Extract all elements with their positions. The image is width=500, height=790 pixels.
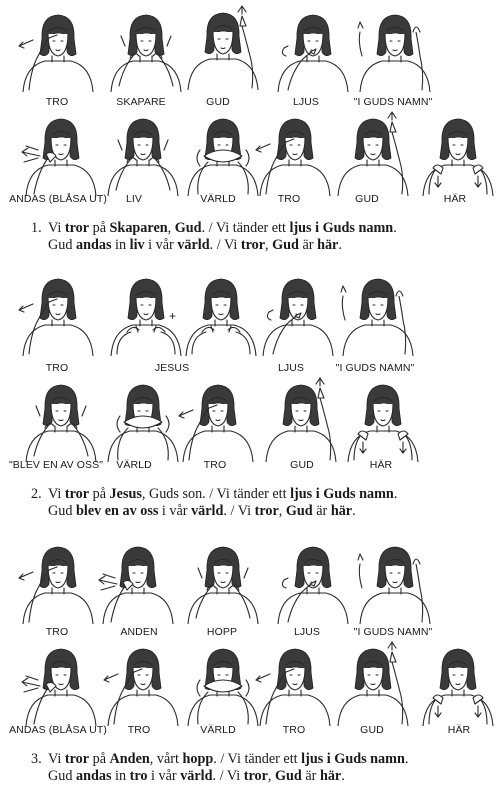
sign-caption: VÄRLD [116,459,152,471]
verse-bold-word: andas [75,237,112,253]
figure-drawing [18,376,104,462]
sign-har-figure [340,376,426,462]
sign-andas-figure [18,110,104,196]
figure-drawing [340,376,426,462]
verse-number: 2. [31,486,42,502]
figure-drawing [103,6,189,92]
sign-caption: ANDEN [120,626,158,638]
figure-drawing [252,640,338,726]
verse-line [48,768,408,785]
sign-ljus-figure [270,6,356,92]
verse-bold-word: ljus i Guds namn [301,751,405,767]
figure-drawing [352,6,438,92]
sign-caption: HÄR [447,724,471,736]
verse-text: är [301,768,320,784]
verse-text: . / Vi [209,237,241,253]
sign-caption: TRO [45,362,69,374]
sign-caption: LJUS [293,626,321,638]
verse-bold-word: tror [243,768,268,784]
plus-sign: + [169,309,177,323]
sign-caption: HÄR [443,193,467,205]
figure-drawing [100,640,186,726]
sign-caption: HÄR [369,459,393,471]
verse-text: , [167,220,175,236]
verse-text: Gud [48,768,76,784]
sign-andas-figure [18,640,104,726]
sign-gud-figure [330,110,416,196]
sign-har-figure [415,640,500,726]
sign-caption: GUD [206,96,230,108]
sign-caption: ANDAS (BLÅSA UT) [9,193,107,205]
sign-gud-figure [180,4,266,90]
verse-bold-word: liv [129,237,145,253]
verse-bold-word: tror [64,751,90,767]
verse-text: , Guds son. / Vi tänder ett [141,486,291,502]
verse-bold-word: värld [180,768,213,784]
verse-text: , [267,768,275,784]
verse-text: på [89,220,110,236]
verse-bold-word: Gud [285,503,313,519]
figure-drawing [258,376,344,462]
verse-text: , [278,503,286,519]
verse-text: . / Vi [223,503,255,519]
verse-bold-word: Anden [109,751,150,767]
verse-line [31,486,398,503]
verse-2 [31,486,398,520]
verse-bold-word: värld [177,237,210,253]
figure-drawing [103,270,189,356]
verse-text: in [111,237,130,253]
verse-number: 3. [31,751,42,767]
verse-bold-word: värld [191,503,224,519]
sign-caption: TRO [45,96,69,108]
verse-text: på [89,486,110,502]
verse-bold-word: Skaparen [109,220,168,236]
verse-text: . / Vi tänder ett [213,751,302,767]
verse-bold-word: ljus i Guds namn [290,486,394,502]
sign-tro-figure [100,640,186,726]
verse-text: Vi [48,486,65,502]
sign-caption: TRO [277,193,301,205]
figure-drawing [415,640,500,726]
sign-i-guds-namn-figure [352,6,438,92]
sign-caption: TRO [127,724,151,736]
verse-line [48,237,397,254]
verse-text: på [89,751,110,767]
figure-drawing [100,110,186,196]
verse-text: . [338,237,342,253]
verse-text: är [298,237,318,253]
sign-caption: GUD [290,459,314,471]
figure-drawing [330,110,416,196]
verse-text: Gud [48,503,76,519]
verse-bold-word: hopp [182,751,214,767]
verse-3 [31,751,409,785]
figure-drawing [175,376,261,462]
sign-caption: LIV [125,193,143,205]
verse-text: Vi [48,751,65,767]
verse-bold-word: Gud [274,768,302,784]
figure-drawing [15,270,101,356]
sign-i-guds-namn-figure [352,538,438,624]
verse-text: , vårt [149,751,183,767]
verse-line [31,220,397,237]
sign-tro-figure [252,110,338,196]
figure-drawing [330,640,416,726]
verse-text: . [341,768,345,784]
sign-caption: TRO [282,724,306,736]
sign-ljus-figure [255,270,341,356]
sign-hopp-figure [180,538,266,624]
verse-text: . [352,503,356,519]
sign-caption: HOPP [206,626,238,638]
figure-drawing [335,270,421,356]
figure-drawing [15,538,101,624]
sign-gud-figure [258,376,344,462]
sign-tro-figure [175,376,261,462]
figure-drawing [180,4,266,90]
sign-caption: GUD [360,724,384,736]
verse-text: Gud [48,237,76,253]
verse-text: i vår [158,503,192,519]
verse-number: 1. [31,220,42,236]
sign-caption: TRO [203,459,227,471]
sign-caption: SKAPARE [116,96,166,108]
verse-text: i vår [147,768,181,784]
sign-caption: "I GUDS NAMN" [353,96,433,108]
verse-bold-word: tror [254,503,279,519]
verse-bold-word: Jesus [109,486,142,502]
verse-text: . [404,751,409,767]
figure-drawing [415,110,500,196]
sign-caption: VÄRLD [200,724,236,736]
sign-caption: TRO [45,626,69,638]
verse-bold-word: tror [64,220,90,236]
figure-drawing [95,538,181,624]
verse-line [48,503,397,520]
sign-tro-figure [15,270,101,356]
verse-text: . / Vi [212,768,244,784]
verse-bold-word: här [319,768,342,784]
sign-liv-figure [100,110,186,196]
sign-caption: "BLEV EN AV OSS" [8,459,104,471]
verse-text: , [265,237,273,253]
figure-drawing [270,6,356,92]
verse-bold-word: tror [64,486,90,502]
sign-caption: JESUS [154,362,190,374]
verse-text: . [393,486,398,502]
verse-bold-word: här [317,237,339,253]
verse-text: är [312,503,331,519]
sign-caption: LJUS [277,362,305,374]
sign-i-guds-namn-figure [335,270,421,356]
sign-jesus-figure [103,270,189,356]
figure-drawing [18,640,104,726]
figure-drawing [100,376,186,462]
verse-1 [31,220,397,254]
verse-bold-word: Gud [174,220,202,236]
figure-drawing [18,110,104,196]
verse-text: . [393,220,397,236]
verse-bold-word: ljus i Guds namn [289,220,394,236]
figure-drawing [352,538,438,624]
verse-bold-word: här [330,503,353,519]
verse-bold-word: tror [240,237,266,253]
figure-drawing [252,110,338,196]
verse-line [31,751,409,768]
figure-drawing [15,6,101,92]
verse-bold-word: Gud [272,237,299,253]
figure-drawing [270,538,356,624]
sign-tro-figure [15,6,101,92]
verse-bold-word: andas [75,768,112,784]
sign-blev-en-av-oss-figure [18,376,104,462]
sign-tro-figure [15,538,101,624]
sign-caption: GUD [355,193,379,205]
verse-bold-word: tro [129,768,148,784]
verse-text: Vi [48,220,65,236]
verse-bold-word: blev en av oss [75,503,159,519]
sign-har-figure [415,110,500,196]
verse-text: . / Vi tänder ett [201,220,290,236]
figure-drawing [255,270,341,356]
sign-tro-figure [252,640,338,726]
sign-caption: LJUS [292,96,320,108]
sign-ljus-figure [270,538,356,624]
figure-drawing [178,270,264,356]
sign-caption: "I GUDS NAMN" [353,626,433,638]
sign-caption: ANDAS (BLÅSA UT) [9,724,107,736]
verse-text: i vår [144,237,178,253]
sign-jesus-figure [178,270,264,356]
sign-caption: "I GUDS NAMN" [335,362,415,374]
sign-anden-figure [95,538,181,624]
sign-gud-figure [330,640,416,726]
sign-caption: VÄRLD [200,193,236,205]
sign-skapare-figure [103,6,189,92]
figure-drawing [180,538,266,624]
verse-text: in [111,768,130,784]
sign-varld-figure [100,376,186,462]
